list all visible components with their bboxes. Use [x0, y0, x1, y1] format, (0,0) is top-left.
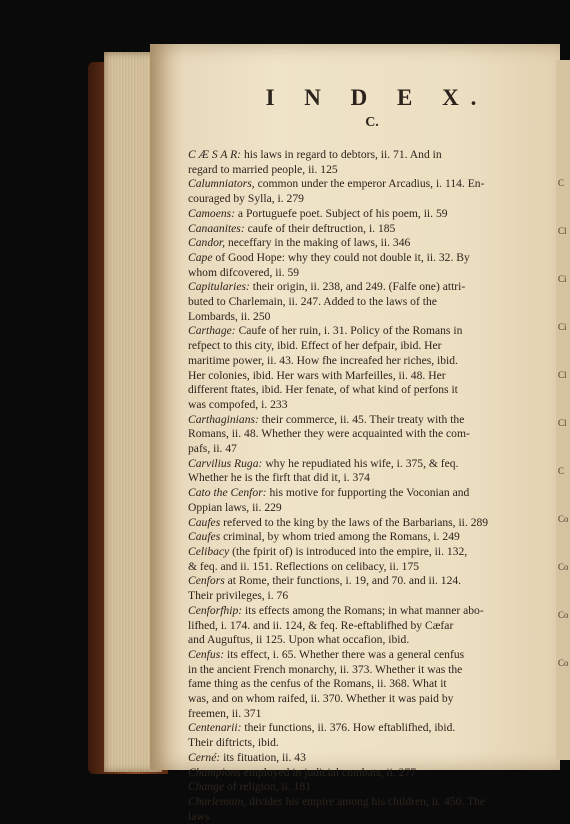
index-entry [188, 413, 556, 457]
entry-heading: Cenfors [188, 574, 225, 588]
entry-heading: Charlemain, [188, 794, 247, 808]
entry-text: of religion, ii. 181 [226, 780, 312, 794]
next-page-fragment: Cl [558, 370, 567, 380]
index-entry [188, 721, 556, 750]
next-page-fragment: Ci [558, 322, 567, 332]
entry-line [188, 162, 556, 178]
entry-line [188, 471, 556, 486]
entry-text: a Portuguefe poet. Subject of his poem, ii. 59 [237, 206, 448, 220]
entry-heading: Cape [188, 250, 213, 264]
entry-text: (the fpirit of) is introduced into the empire, ii. 132, [232, 544, 468, 558]
entry-heading: Carthaginians: [188, 412, 259, 426]
entry-text: maritime power, ii. 43. How fhe increafed her riches, ibid. [188, 353, 458, 367]
index-entry [188, 795, 556, 824]
index-entry [188, 648, 556, 722]
index-entry [188, 251, 556, 280]
index-entry [188, 148, 556, 177]
entry-text: their origin, ii. 238, and 249. (Falfe one) attri- [252, 280, 466, 294]
next-page-fragment: Co [558, 658, 569, 668]
entry-text: laws [188, 809, 210, 823]
entry-heading: C Æ S A R: [188, 148, 242, 161]
entry-text: Lombards, ii. 250 [188, 309, 271, 323]
entry-heading: Carthage: [188, 324, 236, 338]
entry-line [188, 574, 556, 589]
index-entry [188, 486, 556, 515]
entry-heading: Camoens: [188, 206, 236, 220]
entry-line [188, 353, 556, 369]
entry-text: Oppian laws, ii. 229 [188, 500, 282, 514]
entry-line [188, 383, 556, 398]
entry-line [188, 589, 556, 604]
entry-heading: Capitularies: [188, 280, 250, 294]
entry-text: fame thing as the cenfus of the Romans, ii. 368. What it [188, 677, 447, 691]
entry-text: their functions, ii. 376. How eftablifhed, ibid. [244, 721, 456, 735]
entry-line [188, 515, 556, 531]
index-entry [188, 604, 556, 648]
entry-line [188, 544, 556, 560]
entry-text: its effects among the Romans; in what manner abo- [245, 603, 484, 617]
entry-text: caufe of their deftruction, i. 185 [247, 221, 396, 235]
entry-text: couraged by Sylla, i. 279 [188, 192, 304, 206]
entry-line [188, 677, 556, 692]
entry-line [188, 809, 556, 824]
entry-line [188, 780, 556, 795]
next-page-fragment: Cl [558, 226, 567, 236]
index-entry [188, 751, 556, 766]
index-entry [188, 516, 556, 531]
index-entry [188, 280, 556, 324]
entry-heading: Carvilius Ruga: [188, 456, 263, 470]
entry-line [188, 559, 556, 575]
entry-text: regard to married people, ii. 125 [188, 162, 338, 176]
entry-line [188, 736, 556, 751]
entry-line [188, 706, 556, 722]
entry-line [188, 442, 556, 457]
entry-line [188, 368, 556, 384]
entry-heading: Centenarii: [188, 721, 242, 735]
entry-heading: Cerné: [188, 750, 221, 764]
entry-line [188, 324, 556, 339]
entry-line [188, 221, 556, 237]
entry-line [188, 692, 556, 707]
entry-text: freemen, ii. 371 [188, 706, 262, 720]
index-entry [188, 207, 556, 222]
next-page-fragment: C [558, 466, 565, 476]
entry-text: common under the emperor Arcadius, i. 114. En- [257, 177, 485, 191]
next-page-edge [556, 60, 570, 760]
entry-text: at Rome, their functions, i. 19, and 70. and ii. 124. [227, 574, 462, 588]
entry-text: different ftates, ibid. Her fenate, of what kind of perfons it [188, 383, 458, 397]
entry-line [188, 397, 556, 413]
entry-text: his laws in regard to debtors, ii. 71. And in [243, 148, 442, 161]
index-entry [188, 780, 556, 795]
entry-text: lifhed, i. 174. and ii. 124, & feq. Re-eftablifhed by Cæfar [188, 618, 454, 632]
next-page-fragment: Ci [558, 274, 567, 284]
entry-text: Romans, ii. 48. Whether they were acquainted with the com- [188, 427, 470, 441]
entry-heading: Calumniators, [188, 177, 255, 191]
entry-line [188, 427, 556, 442]
entry-line [188, 250, 556, 266]
entry-text: Their diftricts, ibid. [188, 736, 279, 750]
entry-line [188, 765, 556, 781]
index-entry [188, 545, 556, 574]
entry-line [188, 309, 556, 325]
entry-text: of Good Hope: why they could not double it, ii. 32. By [215, 250, 470, 264]
index-entry [188, 457, 556, 486]
entry-heading: Caufes [188, 515, 221, 529]
index-entry [188, 766, 556, 781]
entry-text: their commerce, ii. 45. Their treaty with the [261, 412, 465, 426]
entry-text: Whether he is the firft that did it, i. 374 [188, 471, 370, 485]
entry-heading: Cenforfhip: [188, 603, 243, 617]
entry-text: in the ancient French monarchy, ii. 373. Whether it was the [188, 662, 463, 676]
entry-text: its fituation, ii. 43 [223, 750, 306, 764]
running-title: I N D E X. [265, 85, 489, 110]
index-entry [188, 324, 556, 412]
page-content [188, 84, 556, 824]
entry-line [188, 412, 556, 428]
entry-heading: Champions [188, 765, 241, 779]
entry-heading: Cenfus: [188, 647, 225, 661]
entry-text: buted to Charlemain, ii. 247. Added to the laws of the [188, 295, 437, 309]
entry-text: its effect, i. 65. Whether there was a general cenfus [226, 647, 465, 661]
entry-text: whom difcovered, ii. 59 [188, 265, 300, 279]
entry-text: his motive for fupporting the Voconian and [269, 486, 470, 500]
entry-text: Caufe of her ruin, i. 31. Policy of the Romans in [238, 324, 463, 338]
entry-text: and Auguftus, ii 125. Upon what occafion, ibid. [188, 633, 410, 647]
entry-text: refpect to this city, ibid. Effect of her defpair, ibid. Her [188, 339, 442, 353]
entry-line [188, 530, 556, 545]
entry-text: referved to the king by the laws of the Barbarians, ii. 289 [223, 515, 489, 529]
index-entry [188, 222, 556, 237]
entry-text: was compofed, i. 233 [188, 397, 288, 411]
entry-heading: Candor, [188, 236, 226, 250]
next-page-fragment: Co [558, 514, 569, 524]
entry-line [188, 750, 556, 766]
entry-text: neceffary in the making of laws, ii. 346 [227, 236, 411, 250]
entry-line [188, 339, 556, 354]
next-page-fragment: Co [558, 562, 569, 572]
entry-heading: Cato the Cenfor: [188, 486, 267, 500]
entry-line [188, 618, 556, 634]
entry-text: why he repudiated his wife, i. 375, & feq. [265, 456, 459, 470]
entry-text: divides his empire among his children, ii. 450. The [249, 794, 486, 808]
index-entry [188, 236, 556, 251]
entry-text: pafs, ii. 47 [188, 442, 237, 456]
entry-text: was, and on whom raifed, ii. 370. Whether it was paid by [188, 692, 454, 706]
entry-line [188, 662, 556, 678]
entry-line [188, 265, 556, 281]
entry-heading: Canaanites: [188, 221, 245, 235]
entry-line [188, 486, 556, 501]
entry-text: Her colonies, ibid. Her wars with Marfeilles, ii. 48. Her [188, 368, 446, 382]
entry-line [188, 206, 556, 222]
section-letter: C. [365, 115, 379, 130]
index-entry [188, 530, 556, 545]
entry-text: employed in judicial combats, ii. 277 [243, 765, 416, 779]
next-page-fragment: Cl [558, 418, 567, 428]
entry-line [188, 192, 556, 207]
next-page-fragment: Co [558, 610, 569, 620]
entry-line [188, 647, 556, 663]
entry-line [188, 721, 556, 736]
entry-line [188, 177, 556, 192]
entry-line [188, 603, 556, 619]
index-entry [188, 574, 556, 603]
entry-line [188, 148, 556, 163]
next-page-fragment: C [558, 178, 565, 188]
entry-text: criminal, by whom tried among the Romans, i. 249 [223, 530, 460, 544]
entry-line [188, 295, 556, 310]
entry-line [188, 456, 556, 472]
entry-heading: Celibacy [188, 544, 230, 558]
entry-heading: Change [188, 780, 225, 794]
entry-line [188, 280, 556, 295]
entry-line [188, 794, 556, 810]
entry-line [188, 633, 556, 648]
entry-text: Their privileges, i. 76 [188, 589, 289, 603]
entry-line [188, 500, 556, 516]
index-entries [188, 148, 556, 824]
entry-line [188, 236, 556, 251]
entry-text: & feq. and ii. 151. Reflections on celibacy, ii. 175 [188, 559, 420, 573]
entry-heading: Caufes [188, 530, 221, 544]
index-entry [188, 177, 556, 206]
